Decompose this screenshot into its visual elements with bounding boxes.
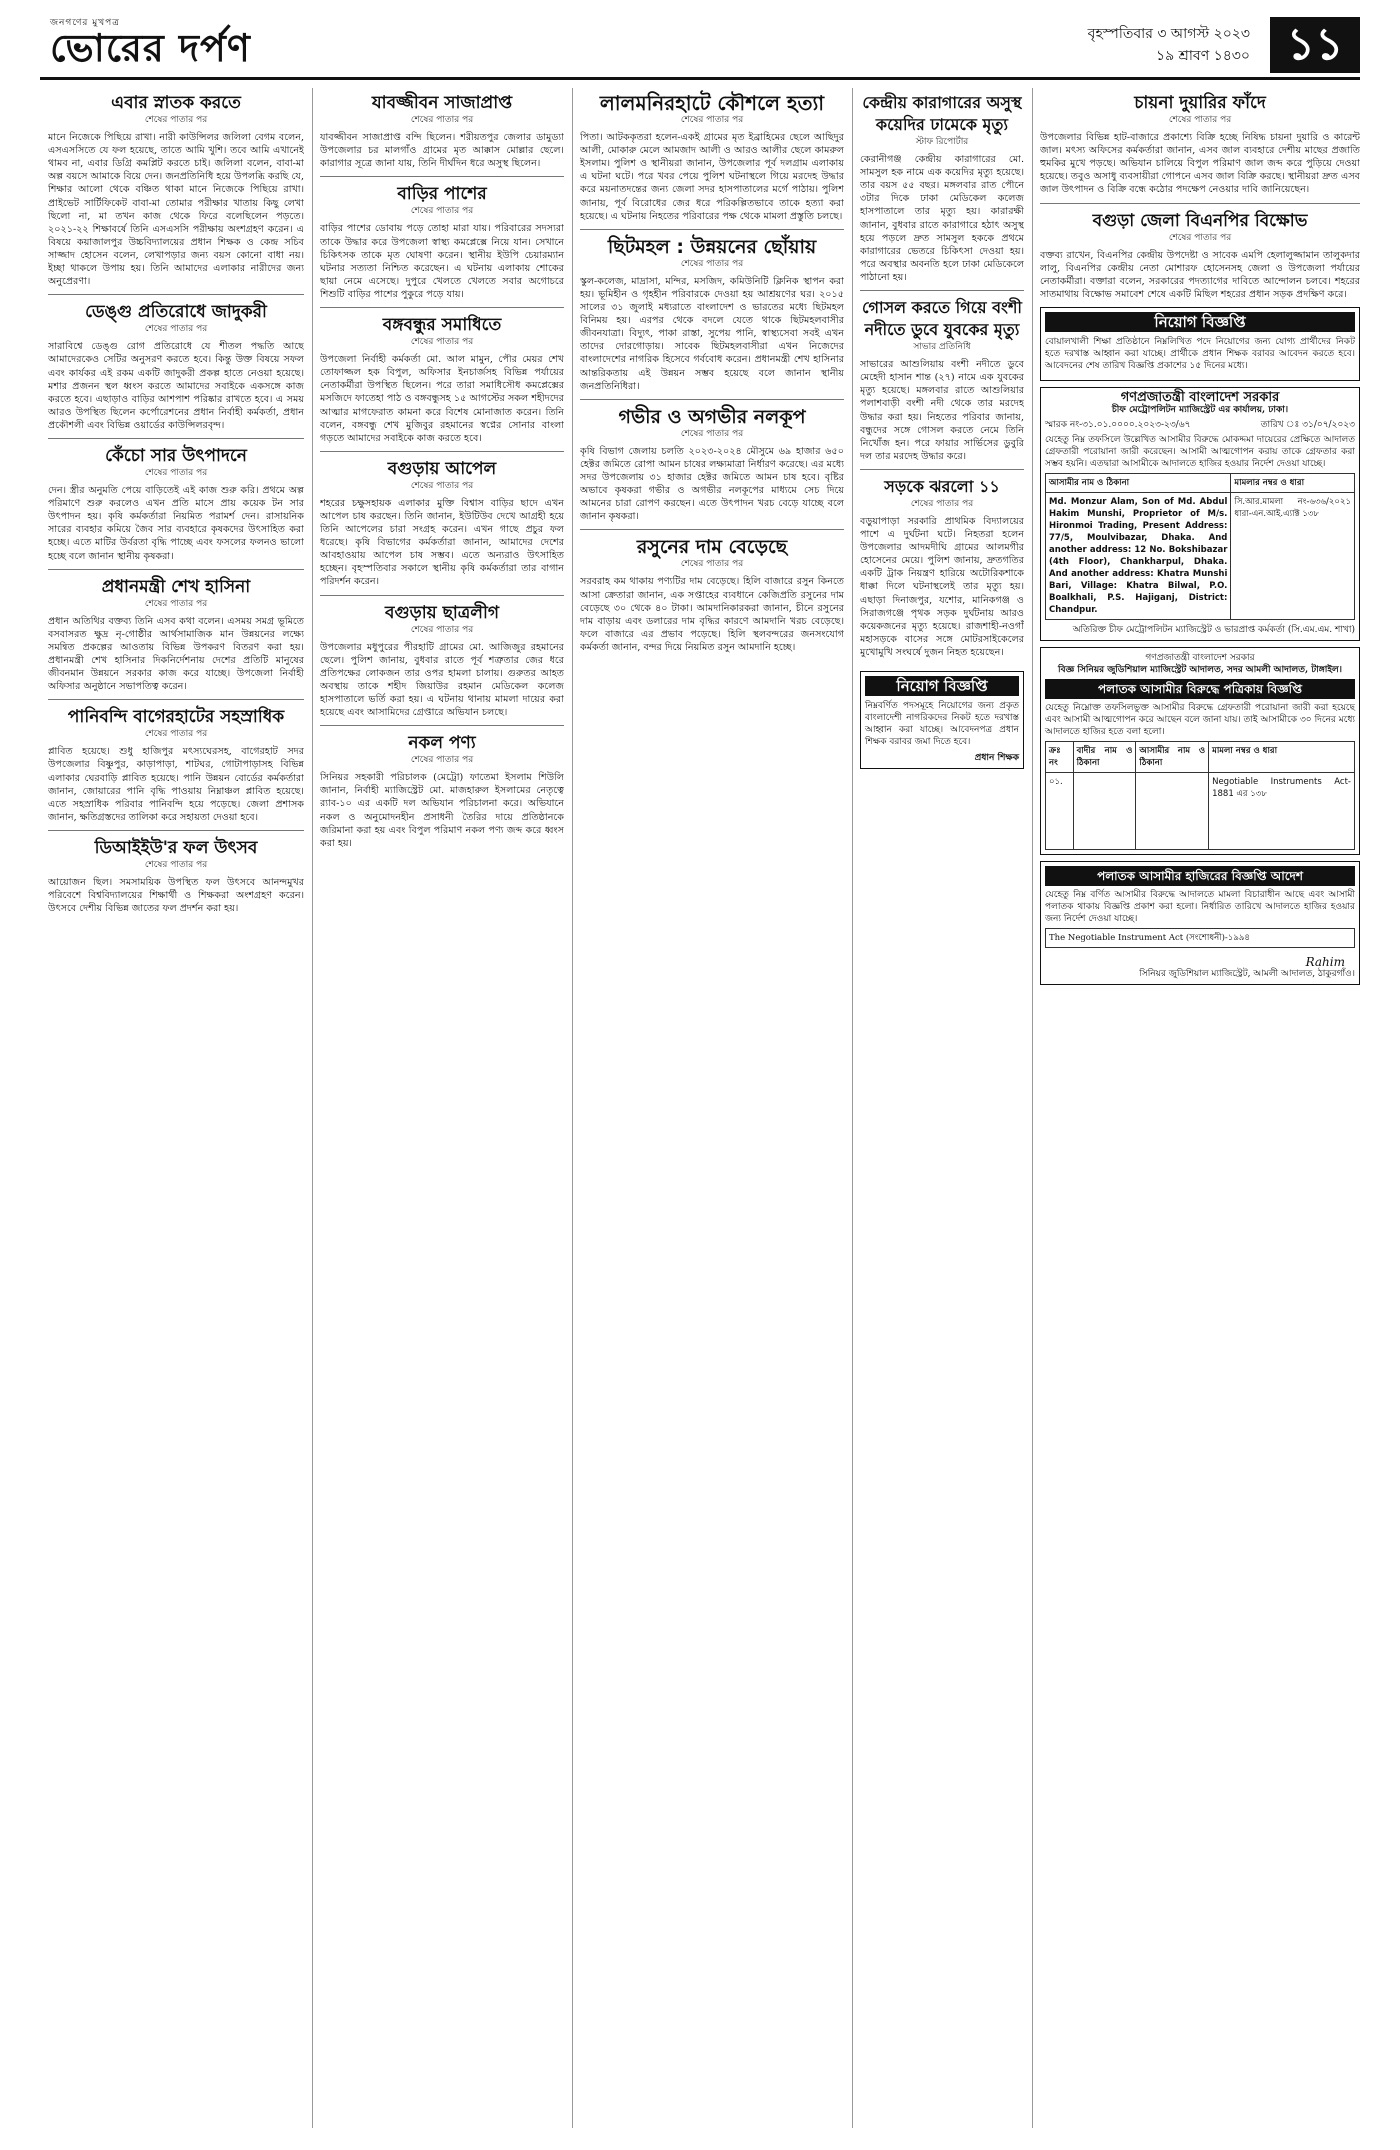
masthead [40, 15, 1360, 80]
table-header: ক্রঃ নং [1046, 742, 1074, 773]
notice-body: বোয়ালখালী শিক্ষা প্রতিষ্ঠানে নিম্নলিখিত পদে নিয়োগের জন্য যোগ্য প্রার্থীদের নিকট হতে দরখাস্ত আহ্বান করা যাচ্ছে। প্রার্থীকে প্রধান শিক্ষক বরাবর আবেদন করতে হবে। আবেদনের শেষ তারিখ বিজ্ঞপ্তি প্রকাশের ১৫ দিনের মধ্যে। [1045, 337, 1355, 372]
article-body: উপজেলার বিভিন্ন হাট-বাজারে প্রকাশ্যে বিক্রি হচ্ছে নিষিদ্ধ চায়না দুয়ারি ও কারেন্ট জাল। মৎস্য অফিসের কর্মকর্তারা জানান, এসব জাল ব্যবহারে দেশীয় মাছের প্রজাতি হুমকির মুখে পড়ছে। অভিযান চালিয়ে বিপুল পরিমাণ জাল জব্দ করে পুড়িয়ে দেওয়া হয়েছে। তবুও অসাধু ব্যবসায়ীরা গোপনে এসব জাল বিক্রি করছে। স্থানীয়রা দ্রুত এসব জাল উৎপাদন ও বিক্রি বন্ধে কঠোর পদক্ষেপ নেওয়ার দাবি জানিয়েছেন। [1040, 132, 1360, 196]
column-divider [572, 88, 573, 2128]
article-subhead: শেষের পাতার পর [680, 559, 744, 570]
memo-date: তারিখ ঃ ৩১/০৭/২০২৩ [1260, 420, 1355, 431]
article [860, 92, 1024, 284]
article-headline: বঙ্গবন্ধুর সমাধিতে [382, 315, 502, 336]
absconding-hearing-notice [1040, 861, 1360, 985]
article-headline: পানিবন্দি বাগেরহাটের সহস্রাধিক [67, 707, 285, 728]
divider [580, 529, 844, 530]
divider [320, 307, 564, 308]
notice-title: নিয়োগ বিজ্ঞপ্তি [1045, 312, 1355, 332]
accused-table [1045, 741, 1355, 850]
memo-line [1045, 419, 1355, 431]
article-headline: ছিটমহল : উন্নয়নের ছোঁয়ায় [607, 235, 817, 258]
article-body: শহরের চক্ষুসহায়ক এলাকার মুক্তি বিশ্বাস বাড়ির ছাদে এখন আপেল চাষ করছেন। তিনি জানান, ইউটিউব দেখে আগ্রহী হয়ে তিনি আপেলের চারা সংগ্রহ করেন। এখন গাছে প্রচুর ফল ধরেছে। কৃষি বিভাগের কর্মকর্তারা জানান, আমাদের দেশের আবহাওয়ায় আপেল চাষ সম্ভব। এতে অন্যরাও উৎসাহিত হচ্ছেন। বৃহস্পতিবার সকালে স্থানীয় কৃষি কর্মকর্তারা তার বাগান পরিদর্শন করেন। [320, 497, 564, 588]
notice-body: যেহেতু নিম্ন তফসিলে উল্লেখিত আসামীর বিরুদ্ধে মোকদ্দমা দায়েরের প্রেক্ষিতে আদালত গ্রেফতারী পরোয়ানা জারী করেছেন। আসামী আত্মগোপন করায় তাকে গ্রেফতার করা সম্ভব হয়নি। এতদ্বারা আসামীকে আদালতে হাজির হওয়ার নির্দেশ দেওয়া যাচ্ছে। [1045, 435, 1355, 470]
article-headline: বগুড়ায় আপেল [387, 458, 497, 479]
article [48, 706, 304, 824]
article-body: কৃষি বিভাগ জেলায় চলতি ২০২৩-২০২৪ মৌসুমে ৬৯ হাজার ৬৫০ হেক্টর জমিতে রোপা আমন চাষের লক্ষ্যমাত্রা নির্ধারণ করেছে। এর মধ্যে সদর উপজেলায় ৩১ হাজার হেক্টর জমিতে আমন চাষ হবে। বৃষ্টির অভাবে কৃষকরা গভীর ও অগভীর নলকূপের মাধ্যমে সেচ দিয়ে আমনের চারা রোপণ করছেন। এতে উৎপাদন খরচ বেড়ে যাচ্ছে বলে জানান কৃষকরা। [580, 445, 844, 523]
article [320, 732, 564, 850]
divider [320, 451, 564, 452]
notice-body: নিম্নবর্ণিত পদসমূহে নিয়োগের জন্য প্রকৃত বাংলাদেশী নাগরিকদের নিকট হতে দরখাস্ত আহ্বান করা যাচ্ছে। আবেদনপত্র প্রধান শিক্ষক বরাবর জমা দিতে হবে। [865, 701, 1019, 747]
article-body: প্রধান অতিথির বক্তব্য তিনি এসব কথা বলেন। এসময় সমগ্র ভূমিতে বসবাসরত ক্ষুদ্র নৃ-গোষ্ঠীর আর্থসামাজিক মান উন্নয়নের লক্ষ্যে সমন্বিত প্রকল্পের আওতায় বিভিন্ন উপকরণ বিতরণ করা হয়। প্রধানমন্ত্রী শেখ হাসিনার দিকনির্দেশনায় দেশের প্রতিটি মানুষের জীবনমান উন্নয়নে সরকার কাজ করে যাচ্ছে। উপজেলা নির্বাহী অফিসার অনুষ্ঠানে সভাপতিত্ব করেন। [48, 615, 304, 693]
article-body: সারাবিশ্বে ডেঙ্গু রোগ প্রতিরোধে যে শীতল পদ্ধতি আছে আমাদেরকেও সেটির অনুসরণ করতে হবে। কিন্তু উক্ত বিষয়ে সফল এবং কার্যকর এই রকম একটি জাদুকরী প্রকল্প হাতে নেওয়া হয়েছে। মশার প্রজনন স্থল ধ্বংস করতে আমাদের সবাইকে একসঙ্গে কাজ করতে হবে। এছাড়াও বাড়ির আশপাশ পরিষ্কার রাখতে হবে। এ সময় আরও উপস্থিত ছিলেন কর্পোরেশনের প্রধান নির্বাহী কর্মকর্তা, প্রধান প্রকৌশলী এবং বিভিন্ন ওয়ার্ডের কাউন্সিলরবৃন্দ। [48, 341, 304, 431]
divider [580, 229, 844, 230]
article-body: সাভারের আশুলিয়ায় বংশী নদীতে ডুবে মেহেদী হাসান শান্ত (২৭) নামে এক যুবকের মৃত্যু হয়েছে। মঙ্গলবার রাতে আশুলিয়ার পলাশবাড়ী বংশী নদী থেকে তার মরদেহ উদ্ধার করা হয়। নিহতের পরিবার জানায়, বন্ধুদের সঙ্গে গোসল করতে নেমে তিনি নিখোঁজ হন। পরে ফায়ার সার্ভিসের ডুবুরি দল তার মরদেহ উদ্ধার করে। [860, 359, 1024, 462]
article-body: পিতা। আটককৃতরা হলেন-একই গ্রামের মৃত ইব্রাহিমের ছেলে আছিদুর আলী, মোকারু মেলে আমজাদ আলী ও আরও আলীর ছেলে কামরুল ইসলাম। পুলিশ ও স্থানীয়রা জানান, উপজেলার পূর্ব দলগ্রাম এলাকায় এ ঘটনা ঘটে। পরে খবর পেয়ে পুলিশ ঘটনাস্থলে গিয়ে মরদেহ উদ্ধার করে ময়নাতদন্তের জন্য জেলা সদর হাসপাতালের মর্গে পাঠায়। পুলিশ জানায়, পূর্ব বিরোধের জের ধরে পরিকল্পিতভাবে তাকে হত্যা করা হয়েছে। এ ঘটনায় নিহতের পরিবারের পক্ষ থেকে মামলা প্রস্তুতি চলছে। [580, 132, 844, 222]
article-subhead: শেষের পাতার পর [1168, 115, 1232, 125]
article-headline: সড়কে ঝরলো ১১ [884, 476, 1000, 496]
govt-heading: গণপ্রজাতন্ত্রী বাংলাদেশ সরকার [1120, 390, 1280, 406]
article-subhead: সাভার প্রতিনিধি [913, 342, 971, 353]
article-subhead: শেষের পাতার পর [144, 598, 208, 609]
memo-number: স্মারক নং-৩১.০১.০০০০.২০২৩-২৩/৬৭ [1045, 420, 1191, 431]
article-body: আয়োজন ছিল। সমসাময়িক উপস্থিত ফল উৎসবে আনন্দমুখর পরিবেশে বিশ্ববিদ্যালয়ের শিক্ষার্থী ও শিক্ষকরা অংশগ্রহণ করেন। উৎসবে দেশীয় বিভিন্ন জাতের ফল প্রদর্শন করা হয়। [48, 877, 304, 915]
article-subhead: শেষের পাতার পর [410, 206, 474, 217]
article-headline: গোসল করতে গিয়ে বংশী নদীতে ডুবে যুবকের মৃত্যু [861, 298, 1022, 340]
article [320, 602, 564, 720]
divider [48, 699, 304, 700]
article [48, 576, 304, 694]
column-2 [320, 88, 564, 2128]
divider [320, 725, 564, 726]
divider [320, 595, 564, 596]
table-header: আসামীর নাম ও ঠিকানা [1136, 742, 1209, 773]
column-divider [852, 88, 853, 2128]
article-subhead: শেষের পাতার পর [144, 729, 208, 740]
article-headline: বগুড়া জেলা বিএনপির বিক্ষোভ [1092, 210, 1308, 231]
article-headline: কেঁচো সার উৎপাদনে [105, 445, 247, 466]
article [860, 476, 1024, 659]
article-body: যাবজ্জীবন সাজাপ্রাপ্ত বন্দি ছিলেন। শরীয়তপুর জেলার ডামুড্যা উপজেলার চর মালগাঁও গ্রামের মৃত আক্কাস মোল্লার ছেলে। কারাগার সূত্রে জানা যায়, তিনি দীর্ঘদিন ধরে অসুস্থ ছিলেন। [320, 132, 564, 170]
table-header: মামলা নম্বর ও ধারা [1209, 742, 1355, 773]
article-headline: ডিআইইউ'র ফল উৎসব [94, 837, 258, 858]
recruitment-notice [1040, 307, 1360, 381]
article-subhead: শেষের পাতার পর [144, 467, 208, 478]
divider [48, 569, 304, 570]
article-headline: নকল পণ্য [408, 733, 476, 754]
article-subhead: শেষের পাতার পর [910, 498, 974, 509]
article-body: স্কুল-কলেজ, মাদ্রাসা, মন্দির, মসজিদ, কমিউনিটি ক্লিনিক স্থাপন করা হয়। ভূমিহীন ও গৃহহীন পরিবারকে দেওয়া হয় আশ্রয়ণের ঘর। ২০১৫ সালের ৩১ জুলাই মধ্যরাতে বাংলাদেশ ও ভারতের মধ্যে ছিটমহল বিনিময় হয়। এরপর থেকে বদলে যেতে থাকে ছিটমহলবাসীর জীবনযাত্রা। বিদ্যুৎ, পাকা রাস্তা, সুপেয় পানি, স্বাস্থ্যসেবা সবই এখন তাদের দোরগোড়ায়। সাবেক ছিটমহলবাসীরা এখন নিজেদের বাংলাদেশের নাগরিক হিসেবে গর্ববোধ করেন। প্রধানমন্ত্রী শেখ হাসিনার আন্তরিকতায় এই উন্নয়ন সম্ভব হয়েছে বলে জানান স্থানীয় জনপ্রতিনিধিরা। [580, 275, 844, 392]
article-headline: বাড়ির পাশের [397, 184, 487, 205]
notice-footer: সিনিয়র জুডিশিয়াল ম্যাজিস্ট্রেট, আমলী আদালত, ঠাকুরগাঁও। [1139, 969, 1355, 980]
article-headline: এবার স্নাতক করতে [111, 93, 241, 113]
accused-table [1045, 473, 1355, 620]
article [48, 301, 304, 432]
article-subhead: শেষের পাতার পর [410, 337, 474, 348]
article-body: উপজেলা নির্বাহী কর্মকর্তা মো. আল মামুন, পৌর মেয়র শেখ তোফাজ্জল হক বিপুল, অফিসার ইনচার্জসহ বিভিন্ন পর্যায়ের নেতাকর্মীরা উপস্থিত ছিলেন। পরে তারা সমাধিসৌধ কমপ্লেক্সের মসজিদে ফাতেহা পাঠ ও বঙ্গবন্ধুসহ ১৫ আগস্টের সকল শহীদদের আত্মার মাগফেরাত কামনা করে বিশেষ মোনাজাত করেন। তিনি বলেন, বঙ্গবন্ধু শেখ মুজিবুর রহমানের স্বপ্নের সোনার বাংলা গড়তে আমাদের সবাইকে কাজ করতে হবে। [320, 354, 564, 444]
article-headline: রসুনের দাম বেড়েছে [636, 536, 788, 559]
article [320, 314, 564, 445]
article [860, 297, 1024, 463]
article [1040, 210, 1360, 301]
divider [1040, 203, 1360, 204]
court-notice [1040, 387, 1360, 641]
case-cell: Negotiable Instruments Act-1881 এর ১৩৮ [1209, 773, 1355, 850]
column-4 [860, 88, 1024, 2128]
date-line-2: ১৯ শ্রাবণ ১৪৩০ [1156, 48, 1250, 64]
recruitment-notice-small [860, 671, 1024, 769]
table-header: বাদীর নাম ও ঠিকানা [1073, 742, 1136, 773]
article [320, 183, 564, 301]
article-headline: লালমনিরহাটে কৌশলে হত্যা [599, 91, 825, 115]
article-subhead: শেষের পাতার পর [1168, 232, 1232, 243]
divider [48, 830, 304, 831]
article-subhead: শেষের পাতার পর [410, 480, 474, 491]
article-subhead: শেষের পাতার পর [144, 859, 208, 870]
signature: Rahim [1305, 955, 1345, 970]
article-subhead: শেষের পাতার পর [410, 115, 474, 125]
notice-body: যেহেতু নিম্ন বর্ণিত আসামীর বিরুদ্ধে আদালতে মামলা বিচারাধীন আছে এবং আসামী পলাতক থাকায় বিজ্ঞপ্তি প্রকাশ করা হলো। নির্ধারিত তারিখে আদালতে হাজির হওয়ার জন্য নির্দেশ দেওয়া যাচ্ছে। [1045, 890, 1355, 925]
divider [48, 294, 304, 295]
divider [860, 290, 1024, 291]
article-body: বড়ুয়াপাড়া সরকারি প্রাথমিক বিদ্যালয়ের পাশে এ দুর্ঘটনা ঘটে। নিহতরা হলেন উপজেলার আদমদীঘি গ্রামের আলমগীর হোসেনের মেয়ে। পুলিশ জানায়, দ্রুতগতির একটি ট্রাক নিয়ন্ত্রণ হারিয়ে অটোরিকশাকে ধাক্কা দিলে ঘটনাস্থলেই তার মৃত্যু হয়। এছাড়া দিনাজপুর, যশোর, মানিকগঞ্জ ও সিরাজগঞ্জে পৃথক সড়ক দুর্ঘটনায় আরও কয়েকজনের মৃত্যু হয়েছে। রাজশাহী-নওগাঁ মহাসড়কে বাসের সঙ্গে মোটরসাইকেলের মুখোমুখি সংঘর্ষে দুজন নিহত হয়েছেন। [860, 515, 1024, 658]
article-body: দেন। স্ত্রীর অনুমতি পেয়ে বাড়িতেই এই কাজ শুরু করি। প্রথমে অল্প পরিমাণে শুরু করলেও এখন প্রতি মাসে প্রায় কয়েক টন সার উৎপাদন হয়। কৃষি কর্মকর্তারা নিয়মিত পরামর্শ দেন। রাসায়নিক সারের ব্যবহার কমিয়ে জৈব সার ব্যবহারে কৃষকদের উৎসাহিত করা হচ্ছে। এতে মাটির উর্বরতা বৃদ্ধি পাচ্ছে এবং ফসলের ফলনও ভালো হচ্ছে বলে জানান স্থানীয় কৃষকরা। [48, 485, 304, 562]
article-headline: বগুড়ায় ছাত্রলীগ [385, 602, 499, 623]
article-body: বাড়ির পাশের ডোবায় পড়ে তোহা মারা যায়। পরিবারের সদস্যরা তাকে উদ্ধার করে উপজেলা স্বাস্থ্য কমপ্লেক্সে নিয়ে যান। সেখানে চিকিৎসক তাকে মৃত ঘোষণা করেন। স্থানীয় ইউপি চেয়ারম্যান ঘটনার সত্যতা নিশ্চিত করেছেন। এ ঘটনায় এলাকায় শোকের ছায়া নেমে এসেছে। দুপুরে খেলতে খেলতে সবার অগোচরে শিশুটি বাড়ির পাশের পুকুরে পড়ে যায়। [320, 223, 564, 300]
issue-date [1088, 23, 1250, 67]
page-number: ১১ [1270, 17, 1360, 73]
article [580, 236, 844, 393]
notice-signatory: প্রধান শিক্ষক [974, 753, 1019, 763]
article-body: কেরানীগঞ্জ কেন্দ্রীয় কারাগারের মো. সামসুল হক নামে এক কয়েদির মৃত্যু হয়েছে। তার বয়স ৫৫ বছর। মঙ্গলবার রাত পৌনে ৩টার দিকে ঢাকা মেডিকেল কলেজ হাসপাতালে তার মৃত্যু হয়। কারারক্ষী জানান, বুধবার রাতে কারাগারে হঠাৎ অসুস্থ হয়ে পড়লে দ্রুত সামসুল হককে প্রথমে কারাগারের ভেতরে চিকিৎসা দেওয়া হয়। পরে অবস্থার অবনতি হলে ঢাকা মেডিকেলে পাঠানো হয়। [860, 154, 1024, 283]
column-3 [580, 88, 844, 2128]
table-row [1046, 493, 1355, 620]
column-divider [312, 88, 313, 2128]
article-subhead: স্টাফ রিপোর্টার [915, 137, 969, 147]
notice-title: পলাতক আসামীর হাজিরের বিজ্ঞপ্তি আদেশ [1045, 866, 1355, 886]
plaintiff-cell [1073, 773, 1136, 850]
article-body: মানে নিজেকে পিছিয়ে রাখা। নারী কাউন্সিলর জলিলা বেগম বলেন, এসএসসিতে যে ফল হয়েছে, তাতে আমি খুশি। তবে আমি এখানেই থামব না, এবার ডিগ্রি কমপ্লিট করতে চাই। জলিলা বলেন, বাবা-মা অল্প বয়সে আমাকে বিয়ে দেন। জনপ্রতিনিধি হয়ে উপলব্ধি করছি যে, শিক্ষার আলো থেকে বঞ্চিত থাকা মানে নিজেকে পিছিয়ে রাখা। প্রাইভেট সার্টিফিকেট বাবা-মা তোমার পরীক্ষার খাতায় কিছু লেখা ছিলো না, মা তখন কাজ থেকে ফিরে বলেছিলেন পড়তে। ২০২১-২২ শিক্ষাবর্ষে তিনি এসএসসি পরীক্ষায় অংশগ্রহণ করেন। এ বিষয়ে কয়াজালপুর উচ্চবিদ্যালয়ের প্রধান শিক্ষক ও কেন্দ্র সচিব সাজ্জাদ হোসেন বলেন, লেখাপড়ার জন্য বয়স কোনো বাধা নয়। ইচ্ছা থাকলে উপায় হয়। তিনি আমাদের এলাকার নারীদের জন্য অনুপ্রেরণা। [48, 132, 304, 288]
article-subhead: শেষের পাতার পর [144, 115, 208, 125]
article [580, 406, 844, 524]
newspaper-logo [50, 19, 251, 83]
article-headline: গভীর ও অগভীর নলকূপ [618, 405, 806, 428]
date-line-1: বৃহস্পতিবার ৩ আগস্ট ২০২৩ [1087, 26, 1250, 42]
govt-heading: গণপ্রজাতন্ত্রী বাংলাদেশ সরকার [1145, 653, 1255, 664]
article-subhead: শেষের পাতার পর [410, 755, 474, 766]
office-name: চীফ মেট্রোপলিটন ম্যাজিস্ট্রেট এর কার্যালয়, ঢাকা। [1111, 405, 1289, 416]
article [320, 458, 564, 589]
accused-details: Md. Monzur Alam, Son of Md. Abdul Hakim Munshi, Proprietor of M/s. Hironmoi Trading, Present Address: 77/5, Moulvibazar, Dhaka. And another address: 12 No. Bokshibazar (4th Floor), Chankharpul, Dhaka. And another address: Khatra Munshi Bari, Village: Khatra Bilwal, P.O. Boalkhali, P.S. Hajiganj, District: Chandpur. [1046, 493, 1231, 620]
article-body: উপজেলার মধুপুরের পীরহাটি গ্রামের মো. আজিজুর রহমানের ছেলে। পুলিশ জানায়, বুধবার রাতে পূর্ব শত্রুতার জের ধরে প্রতিপক্ষের লোকজন তার ওপর হামলা চালায়। গুরুতর আহত অবস্থায় তাকে শহীদ জিয়াউর রহমান মেডিকেল কলেজ হাসপাতালে ভর্তি করা হয়। এ ঘটনায় থানায় মামলা দায়ের করা হয়েছে এবং আসামিদের গ্রেপ্তারে অভিযান চলছে। [320, 641, 564, 719]
article-headline: কেন্দ্রীয় কারাগারের অসুস্থ কয়েদির ঢামেকে মৃত্যু [862, 93, 1022, 134]
notice-body: যেহেতু নিম্নোক্ত তফসিলভুক্ত আসামীর বিরুদ্ধে গ্রেফতারী পরোয়ানা জারী করা হয়েছে এবং আসামী আত্মগোপন করে আছেন বলে জানা যায়। তাই আসামীকে ৩০ দিনের মধ্যে আদালতে হাজির হতে বলা হলো। [1045, 703, 1355, 738]
article-subhead: শেষের পাতার পর [144, 324, 208, 335]
article-subhead: শেষের পাতার পর [680, 115, 744, 125]
table-header: আসামীর নাম ও ঠিকানা [1046, 474, 1231, 493]
divider [320, 176, 564, 177]
article-body: সরবরাহ কম থাকায় পণ্যটির দাম বেড়েছে। হিলি বাজারে রসুন কিনতে আসা ক্রেতারা জানান, এক সপ্তাহের ব্যবধানে কেজিপ্রতি রসুনের দাম বেড়েছে ৩০ থেকে ৪০ টাকা। আমদানিকারকরা জানান, চীনে রসুনের দাম বাড়ায় এবং ডলারের দাম বৃদ্ধির কারণে আমদানি খরচ বেড়েছে। ফলে বাজারে এর প্রভাব পড়েছে। হিলি স্থলবন্দরের জনসংযোগ কর্মকর্তা জানান, বন্দর দিয়ে নিয়মিত রসুন আমদানি হচ্ছে। [580, 576, 844, 653]
column-1 [48, 88, 304, 2128]
article-subhead: শেষের পাতার পর [680, 428, 744, 439]
table-header: মামলার নম্বর ও ধারা [1231, 474, 1355, 493]
table-row [1046, 773, 1355, 850]
article [580, 92, 844, 223]
article-body: সিনিয়র সহকারী পরিচালক (মেট্রো) ফাতেমা ইসলাম শিউলি জানান, নির্বাহী ম্যাজিস্ট্রেট মো. মাজহারুল ইসলামের নেতৃত্বে র‍্যাব-১০ এর একটি দল অভিযান পরিচালনা করে। অভিযানে নকল ও অনুমোদনহীন প্রসাধনী তৈরির দায়ে প্রতিষ্ঠানকে জরিমানা করা হয় এবং বিপুল পরিমাণ নকল পণ্য জব্দ করে ধ্বংস করা হয়। [320, 772, 564, 849]
absconding-accused-notice [1040, 647, 1360, 855]
article [320, 92, 564, 170]
row-number: ০১. [1046, 773, 1074, 850]
article-headline: চায়না দুয়ারির ফাঁদে [1134, 93, 1266, 113]
logo-text: ভোরের দর্পণ [50, 26, 251, 70]
article-body: প্লাবিত হয়েছে। শুধু হাজিপুর মৎস্যঘেরসহ, বাগেরহাট সদর উপজেলার বিষ্ণুপুর, কাড়াপাড়া, শাটঘর, গোটাপাড়াসহ বিভিন্ন এলাকার ঘেরবাড়ি প্লাবিত হয়েছে। পানি উন্নয়ন বোর্ডের কর্মকর্তারা জানান, জোয়ারের পানি বৃদ্ধি পাওয়ায় নিম্নাঞ্চল প্লাবিত হয়েছে। এতে সহস্রাধিক পরিবার পানিবন্দি হয়ে পড়েছে। জেলা প্রশাসক জানান, ক্ষতিগ্রস্তদের তালিকা করে সহায়তা দেওয়া হবে। [48, 746, 304, 823]
article-headline: যাবজ্জীবন সাজাপ্রাপ্ত [371, 93, 513, 113]
column-5 [1040, 88, 1360, 2128]
accused-cell [1136, 773, 1209, 850]
case-details: The Negotiable Instrument Act (সংশোধনী)-১৯৯৪ [1045, 928, 1355, 948]
divider [48, 438, 304, 439]
article [580, 536, 844, 654]
logo-tagline: জনগণের মুখপত্র [50, 18, 120, 28]
article-body: বক্তব্য রাখেন, বিএনপির কেন্দ্রীয় উপদেষ্টা ও সাবেক এমপি হেলালুজ্জামান তালুকদার লালু, বিএনপির কেন্দ্রীয় নেতা মোশারফ হোসেনসহ জেলা ও উপজেলা পর্যায়ের নেতাকর্মীরা। বক্তারা বলেন, সরকারের পদত্যাগের দাবিতে আন্দোলন চলবে। শহরের সাতমাথায় বিক্ষোভ সমাবেশ শেষে একটি মিছিল শহরের প্রধান সড়ক প্রদক্ষিণ করে। [1040, 249, 1360, 300]
article [1040, 92, 1360, 197]
article [48, 92, 304, 288]
article [48, 837, 304, 915]
article [48, 445, 304, 563]
notice-footer: অতিরিক্ত চীফ মেট্রোপলিটন ম্যাজিস্ট্রেট ও ভারপ্রাপ্ত কর্মকর্তা (সি.এম.এম. শাখা) [1072, 625, 1355, 636]
article-subhead: শেষের পাতার পর [680, 258, 744, 269]
article-headline: ডেঙ্গু প্রতিরোধে জাদুকরী [85, 302, 267, 323]
office-name: বিজ্ঞ সিনিয়র জুডিশিয়াল ম্যাজিস্ট্রেট আদালত, সদর আমলী আদালত, টাঙ্গাইল। [1058, 665, 1342, 676]
article-headline: প্রধানমন্ত্রী শেখ হাসিনা [101, 576, 251, 597]
divider [860, 469, 1024, 470]
notice-title: নিয়োগ বিজ্ঞপ্তি [865, 676, 1019, 696]
notice-title: পলাতক আসামীর বিরুদ্ধে পত্রিকায় বিজ্ঞপ্তি [1045, 679, 1355, 699]
column-divider [1032, 88, 1033, 2128]
divider [580, 399, 844, 400]
article-subhead: শেষের পাতার পর [410, 624, 474, 635]
case-details: সি.আর.মামলা নং-৬৩৬/২০২১ ধারা-এন.আই.এ্যাক্ট ১৩৮ [1231, 493, 1355, 620]
